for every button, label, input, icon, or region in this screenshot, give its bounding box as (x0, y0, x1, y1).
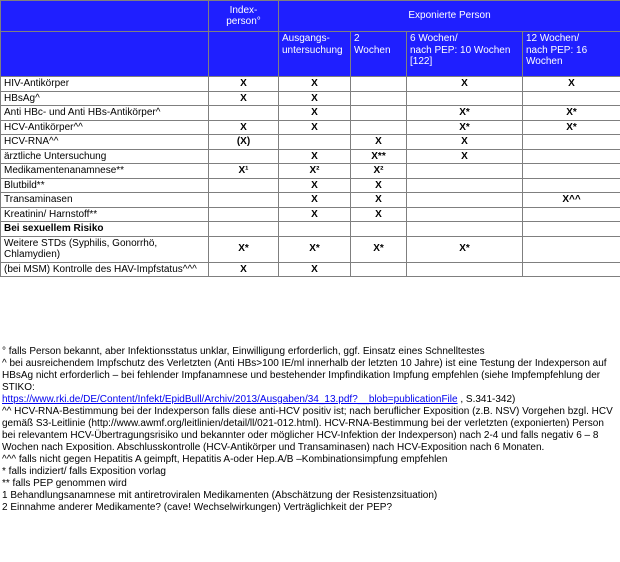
header-2-weeks: 2 Wochen (351, 32, 407, 77)
footnote: * falls indiziert/ falls Exposition vorlag (2, 466, 166, 477)
table-cell (523, 262, 620, 277)
header-12-weeks: 12 Wochen/ nach PEP: 16 Wochen (523, 32, 620, 77)
table-cell: X (209, 262, 279, 277)
table-cell (523, 236, 620, 262)
table-cell: (X) (209, 135, 279, 150)
table-cell (351, 120, 407, 135)
header-exposed-person: Exponierte Person (279, 1, 620, 32)
table-cell (209, 106, 279, 121)
table-cell: X (209, 91, 279, 106)
row-label: Weitere STDs (Syphilis, Gonorrhö, Chlamydien) (1, 236, 209, 262)
table-cell (209, 222, 279, 237)
table-cell: X* (523, 106, 620, 121)
table-cell (209, 149, 279, 164)
table-cell (407, 178, 523, 193)
table-cell (407, 262, 523, 277)
footnote: ^^ HCV-RNA-Bestimmung bei der Indexperson falls diese anti-HCV positiv ist; nach beruflicher Exposition (z.B. NSV) Vorgehen bzgl. HCV gemäß S3-Leitlinie (http://www.awmf.org/leitlinien/detail/ll/021-012.html). HCV-RNA-Bestimmung bei der verletzten (exponierten) Person bei relevantem HCV-Übertragungsrisiko und bekannter oder möglicher HCV-Infektion der Indexperson) nach 2-4 und falls negativ 6 – 8 Wochen nach Exposition. Abschlusskontrolle (HCV-Antikörper und Transaminasen) nach HCV-Exposition nach 6 Monaten. (2, 406, 613, 453)
table-cell (523, 178, 620, 193)
table-row (1, 236, 620, 262)
table-cell: X* (351, 236, 407, 262)
table-cell: X (407, 135, 523, 150)
table-cell: X² (279, 164, 351, 179)
row-label: (bei MSM) Kontrolle des HAV-Impfstatus^^^ (1, 262, 209, 277)
table-cell: X (351, 135, 407, 150)
header-index-person: Index- person° (209, 1, 279, 32)
table-cell: X (279, 149, 351, 164)
table-cell: X* (523, 120, 620, 135)
footnote: ** falls PEP genommen wird (2, 478, 127, 489)
table-cell (523, 91, 620, 106)
table-row (1, 207, 620, 222)
table-row (1, 164, 620, 179)
table-row (1, 77, 620, 92)
table-cell (351, 106, 407, 121)
footnote: 1 Behandlungsanamnese mit antiretroviralen Medikamenten (Abschätzung der Resistenzsituation) (2, 490, 438, 501)
table-row (1, 262, 620, 277)
table-cell: X (351, 207, 407, 222)
header-empty-cell (1, 32, 209, 77)
table-cell: X (407, 77, 523, 92)
table-cell: X* (279, 236, 351, 262)
row-label: Anti HBc- und Anti HBs-Antikörper^ (1, 106, 209, 121)
table-cell (279, 135, 351, 150)
table-cell (523, 164, 620, 179)
table-cell: X (209, 77, 279, 92)
row-label: HBsAg^ (1, 91, 209, 106)
table-cell (407, 164, 523, 179)
table-row (1, 91, 620, 106)
table-cell: X (523, 77, 620, 92)
table-cell (523, 135, 620, 150)
footnote: ^^^ falls nicht gegen Hepatitis A geimpft, Hepatitis A-oder Hep.A/B –Kombinationsimpfung empfehlen (2, 454, 448, 465)
table-row (1, 178, 620, 193)
table-cell: X (209, 120, 279, 135)
footnote: 2 Einnahme anderer Medikamente? (cave! Wechselwirkungen) Verträglichkeit der PEP? (2, 502, 393, 513)
stiko-link[interactable]: https://www.rki.de/DE/Content/Infekt/EpidBull/Archiv/2013/Ausgaben/34_13.pdf?__blob=publicationFile (2, 394, 458, 405)
table-cell (351, 91, 407, 106)
table-cell: X* (407, 106, 523, 121)
table-row (1, 193, 620, 208)
table-cell: X (407, 149, 523, 164)
table-row (1, 120, 620, 135)
table-cell: X* (407, 236, 523, 262)
table-cell: X (279, 262, 351, 277)
table-cell: X (279, 178, 351, 193)
header-row-1 (1, 1, 620, 32)
row-label: HCV-RNA^^ (1, 135, 209, 150)
row-label: Medikamentenanamnese** (1, 164, 209, 179)
table-cell (209, 193, 279, 208)
table-cell: X** (351, 149, 407, 164)
table-cell: X² (351, 164, 407, 179)
table-cell: X (351, 178, 407, 193)
header-6-weeks: 6 Wochen/ nach PEP: 10 Wochen [122] (407, 32, 523, 77)
table-cell (351, 222, 407, 237)
table-cell (351, 262, 407, 277)
table-cell: X (279, 91, 351, 106)
table-cell (407, 193, 523, 208)
table-cell: X* (209, 236, 279, 262)
table-cell (209, 178, 279, 193)
exposure-followup-table (0, 0, 620, 277)
table-cell (407, 222, 523, 237)
table-row (1, 135, 620, 150)
table-cell (209, 207, 279, 222)
header-empty-cell (1, 1, 209, 32)
table-cell: X (279, 106, 351, 121)
row-label: Bei sexuellem Risiko (1, 222, 209, 237)
table-cell: X (279, 77, 351, 92)
table-row (1, 222, 620, 237)
table-cell: X* (407, 120, 523, 135)
footnotes (2, 346, 618, 514)
table-cell (407, 91, 523, 106)
row-label: Transaminasen (1, 193, 209, 208)
table-cell: X¹ (209, 164, 279, 179)
table-cell (407, 207, 523, 222)
row-label: Kreatinin/ Harnstoff** (1, 207, 209, 222)
table-cell: X (351, 193, 407, 208)
table-cell (279, 222, 351, 237)
header-baseline: Ausgangs- untersuchung (279, 32, 351, 77)
table-row (1, 106, 620, 121)
row-label: Blutbild** (1, 178, 209, 193)
table-cell: X (279, 207, 351, 222)
header-row-2 (1, 32, 620, 77)
header-empty-cell (209, 32, 279, 77)
table-cell: X (279, 193, 351, 208)
footnote: ° falls Person bekannt, aber Infektionsstatus unklar, Einwilligung erforderlich, ggf. Einsatz eines Schnelltestes (2, 346, 485, 357)
table-cell (523, 149, 620, 164)
row-label: HCV-Antikörper^^ (1, 120, 209, 135)
row-label: HIV-Antikörper (1, 77, 209, 92)
table-cell (351, 77, 407, 92)
table-cell: X^^ (523, 193, 620, 208)
table-cell (523, 207, 620, 222)
table-cell: X (279, 120, 351, 135)
row-label: ärztliche Untersuchung (1, 149, 209, 164)
table-row (1, 149, 620, 164)
table-cell (523, 222, 620, 237)
footnote: ^ bei ausreichendem Impfschutz des Verletzten (Anti HBs>100 IE/ml innerhalb der letzten 10 Jahre) ist eine Testung der Indexperson auf HBsAg nicht erforderlich – bei fehlender Impfanamnese und bestehender Impfindikation Impfung empfehlen (siehe Impfempfehlung der STIKO: https://www.rki.de/DE/Content/Infekt/EpidBull/Archiv/2013/Ausgaben/34_13.pdf?__blob=publicationFile , S.341-342) (2, 358, 607, 405)
